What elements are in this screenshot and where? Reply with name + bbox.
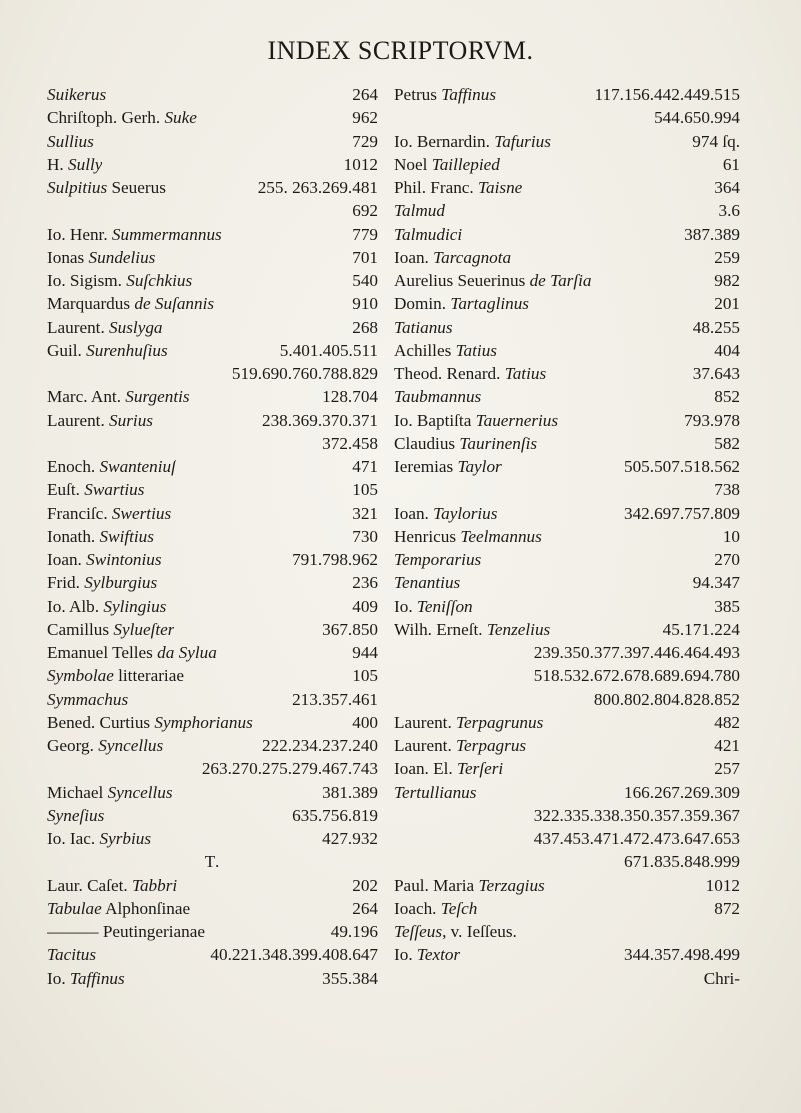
index-column-right — [394, 83, 740, 990]
page-references: 37.643 — [692, 364, 740, 383]
index-entry — [394, 571, 740, 594]
index-entry — [394, 455, 740, 478]
index-entry — [394, 153, 740, 176]
author-name: Phil. Franc. Taisne — [394, 178, 523, 197]
page-references: 910 — [352, 294, 378, 314]
author-name: Ioan. Taylorius — [394, 503, 498, 523]
author-name: Symbolae litterariae — [47, 666, 184, 686]
page-references: 540 — [352, 271, 378, 290]
page-references: 518.532.672.678.689.694.780 — [533, 666, 740, 686]
index-entry-continuation — [394, 850, 740, 873]
page-references: 61 — [722, 154, 740, 174]
index-entry — [394, 734, 740, 757]
index-entry — [47, 571, 378, 594]
index-entry — [47, 897, 378, 920]
index-entry — [394, 502, 740, 525]
index-entry — [47, 874, 378, 897]
page-references: 5.401.405.511 — [279, 340, 378, 360]
author-name: Symmachus — [47, 689, 129, 709]
index-entry-continuation — [394, 478, 740, 501]
index-entry-continuation — [47, 432, 378, 455]
index-entry-continuation — [394, 967, 740, 990]
index-entry — [394, 525, 740, 548]
page-references: 321 — [352, 503, 378, 523]
index-entry — [47, 920, 378, 943]
index-entry — [47, 455, 378, 478]
author-name: Frid. Sylburgius — [47, 573, 158, 593]
author-name: Io. Textor — [394, 945, 461, 965]
index-entry — [47, 83, 378, 106]
page-references: 322.335.338.350.357.359.367 — [533, 805, 740, 825]
author-name: Emanuel Telles da Sylua — [47, 643, 217, 662]
author-name: Io. Henr. Summermannus — [47, 224, 222, 244]
index-entry — [47, 641, 378, 664]
author-name: Marquardus de Suſannis — [47, 294, 215, 314]
index-entry — [47, 478, 378, 501]
author-name: Petrus Taffinus — [394, 85, 497, 104]
author-name: Syneſius — [47, 805, 105, 825]
index-entry — [394, 246, 740, 269]
page-references: 264 — [352, 898, 378, 918]
page-references: 263.270.275.279.467.743 — [201, 759, 378, 779]
author-name: Laur. Caſet. Tabbri — [47, 875, 178, 895]
page-references: 49.196 — [330, 922, 378, 941]
index-entry — [394, 83, 740, 106]
index-entry — [47, 734, 378, 757]
index-entry — [47, 502, 378, 525]
index-entry — [47, 409, 378, 432]
page-references: 222.234.237.240 — [261, 736, 378, 755]
index-entry — [47, 316, 378, 339]
index-entry — [47, 548, 378, 571]
author-name: Io. Baptiſta Tauernerius — [394, 410, 559, 430]
index-entry — [394, 409, 740, 432]
author-name: Chriſtoph. Gerh. Suke — [47, 108, 197, 128]
page-title: INDEX SCRIPTORVM. — [267, 36, 534, 65]
page-references: 10 — [722, 526, 740, 546]
index-entry — [47, 525, 378, 548]
page-references: 482 — [714, 712, 740, 732]
author-name: Taubmannus — [394, 387, 482, 407]
author-name: Io. Iac. Syrbius — [47, 829, 152, 848]
page-references: 779 — [352, 224, 378, 244]
page-references: 381.389 — [322, 782, 378, 802]
index-entry — [47, 781, 378, 804]
page-references: 264 — [352, 85, 378, 104]
index-entry-continuation — [394, 827, 740, 850]
author-name: Tabulae Alphonſinae — [47, 898, 191, 918]
author-name: Tatianus — [394, 317, 453, 337]
index-entry-continuation — [394, 688, 740, 711]
author-name: Wilh. Erneſt. Tenzelius — [394, 619, 551, 639]
author-name: Talmud — [394, 201, 445, 221]
page-references: 791.798.962 — [292, 550, 378, 569]
author-name: Ioan. Swintonius — [47, 550, 162, 569]
index-entry-continuation — [394, 106, 740, 129]
index-entry — [47, 804, 378, 827]
author-name: Ioach. Teſch — [394, 898, 478, 918]
page-references: 238.369.370.371 — [261, 410, 378, 430]
page-references: Chri- — [703, 968, 740, 988]
author-name: H. Sully — [47, 154, 103, 174]
page-references: 962 — [352, 108, 378, 128]
page-references: 400 — [352, 712, 378, 732]
author-name: Ionath. Swiftius — [47, 526, 154, 546]
author-name: Franciſc. Swertius — [47, 503, 172, 523]
page-references: 236 — [352, 573, 378, 593]
author-name: Theod. Renard. Tatius — [394, 364, 547, 383]
page-references: 355.384 — [322, 968, 378, 988]
page-references: 635.756.819 — [292, 805, 378, 825]
index-entry — [394, 920, 740, 943]
page-references: 944 — [352, 643, 378, 662]
author-name: Ioan. El. Terſeri — [394, 759, 504, 779]
page-references: 201 — [714, 294, 740, 314]
page-references: 505.507.518.562 — [623, 457, 740, 476]
page-references: 105 — [352, 666, 378, 686]
author-name: Euſt. Swartius — [47, 480, 145, 500]
page-references: 202 — [352, 875, 378, 895]
index-entry — [47, 711, 378, 734]
author-name: Sulpitius Seuerus — [47, 178, 166, 197]
index-entry — [394, 223, 740, 246]
index-entry — [394, 385, 740, 408]
index-entry-continuation — [47, 757, 378, 780]
page-references: 729 — [352, 131, 378, 151]
index-entry — [394, 781, 740, 804]
page-references: 852 — [714, 387, 740, 407]
page-references: 342.697.757.809 — [623, 503, 740, 523]
author-name: Henricus Teelmannus — [394, 526, 542, 546]
page-references: 239.350.377.397.446.464.493 — [533, 643, 740, 662]
index-entry — [394, 316, 740, 339]
author-name: Io. Sigism. Suſchkius — [47, 271, 193, 290]
page-references: 105 — [352, 480, 378, 500]
author-name: Sullius — [47, 131, 94, 151]
index-entry — [47, 106, 378, 129]
index-entry — [394, 548, 740, 571]
author-name: Teſſeus, v. Ieſſeus. — [394, 922, 517, 941]
author-name: Talmudici — [394, 224, 463, 244]
index-entry — [47, 595, 378, 618]
index-column-left — [47, 83, 378, 990]
index-entry — [47, 269, 378, 292]
page-references: 421 — [714, 736, 740, 755]
index-entry — [47, 943, 378, 966]
author-name: Io. Alb. Sylingius — [47, 596, 167, 616]
author-name: Laurent. Terpagrus — [394, 736, 527, 755]
page-references: 519.690.760.788.829 — [231, 364, 378, 383]
page-references: 257 — [714, 759, 740, 779]
page-references: 701 — [352, 247, 378, 267]
index-entry-continuation — [394, 664, 740, 687]
author-name: Ioan. Tarcagnota — [394, 247, 512, 267]
page-references: 872 — [714, 898, 740, 918]
page-references: 409 — [352, 596, 378, 616]
page-references: 793.978 — [684, 410, 740, 430]
index-entry — [394, 595, 740, 618]
author-name: Io. Taffinus — [47, 968, 125, 988]
index-entry — [47, 664, 378, 687]
index-entry — [394, 757, 740, 780]
page-references: 671.835.848.999 — [623, 852, 740, 872]
author-name: Noel Taillepied — [394, 154, 500, 174]
page-references: 3.6 — [718, 201, 740, 221]
author-name: Tenantius — [394, 573, 461, 593]
index-entry — [47, 292, 378, 315]
index-entry — [47, 246, 378, 269]
page-references: 166.267.269.309 — [623, 782, 740, 802]
page-references: 117.156.442.449.515 — [594, 85, 740, 104]
page-references: 582 — [714, 433, 740, 453]
author-name: Tacitus — [47, 945, 97, 965]
page-references: 437.453.471.472.473.647.653 — [533, 829, 740, 848]
author-name: Ionas Sundelius — [47, 247, 156, 267]
page-references: 213.357.461 — [292, 689, 378, 709]
page-references: 692 — [352, 201, 378, 221]
page-references: 544.650.994 — [654, 108, 740, 128]
index-entry — [394, 618, 740, 641]
page-references: 738 — [714, 480, 740, 500]
author-name: Ieremias Taylor — [394, 457, 502, 476]
page-references: 128.704 — [322, 387, 378, 407]
author-name: Tertullianus — [394, 782, 477, 802]
index-entry — [47, 130, 378, 153]
index-entry — [394, 176, 740, 199]
index-entry — [47, 153, 378, 176]
index-entry — [394, 432, 740, 455]
page-references: 94.347 — [692, 573, 740, 593]
page-references: 40.221.348.399.408.647 — [210, 945, 378, 965]
page-references: 982 — [714, 271, 740, 290]
index-entry — [47, 223, 378, 246]
index-entry — [394, 130, 740, 153]
page-references: 372.458 — [322, 433, 378, 453]
index-entry — [394, 339, 740, 362]
page-references: 387.389 — [684, 224, 740, 244]
page-references: 268 — [352, 317, 378, 337]
author-name: Claudius Taurinenſis — [394, 433, 538, 453]
index-entry — [47, 176, 378, 199]
index-entry — [394, 292, 740, 315]
page-references: 800.802.804.828.852 — [593, 689, 740, 709]
index-entry — [47, 385, 378, 408]
author-name: Bened. Curtius Symphorianus — [47, 712, 253, 732]
index-entry — [47, 827, 378, 850]
author-name: Enoch. Swanteniuſ — [47, 457, 176, 476]
index-entry-continuation — [394, 641, 740, 664]
index-entry-continuation — [47, 362, 378, 385]
author-name: Laurent. Surius — [47, 410, 153, 430]
page-references: 48.255 — [692, 317, 740, 337]
index-entry — [47, 967, 378, 990]
page-references: 385 — [714, 596, 740, 616]
author-name: Suikerus — [47, 85, 107, 104]
author-name: Temporarius — [394, 550, 482, 569]
page-references: 255. 263.269.481 — [257, 178, 378, 197]
author-name: Aurelius Seuerinus de Tarſia — [394, 271, 592, 290]
author-name: Georg. Syncellus — [47, 736, 164, 755]
index-entry — [47, 688, 378, 711]
page-references: 427.932 — [322, 829, 378, 848]
page-references: 974 ſq. — [692, 131, 740, 151]
page-references: 367.850 — [322, 619, 378, 639]
index-entry-continuation — [47, 199, 378, 222]
index-entry — [394, 711, 740, 734]
index-entry — [394, 269, 740, 292]
index-entry — [394, 897, 740, 920]
author-name: Laurent. Terpagrunus — [394, 712, 544, 732]
page-references: 404 — [714, 340, 740, 360]
author-name: Camillus Sylueſter — [47, 619, 175, 639]
author-name: Domin. Tartaglinus — [394, 294, 529, 314]
page-references: 471 — [352, 457, 378, 476]
page-references: 1012 — [705, 875, 740, 895]
author-name: Io. Bernardin. Tafurius — [394, 131, 551, 151]
index-entry — [394, 943, 740, 966]
author-name: Marc. Ant. Surgentis — [47, 387, 190, 407]
page-references: 45.171.224 — [662, 619, 740, 639]
author-name: Michael Syncellus — [47, 782, 173, 802]
index-entry — [47, 339, 378, 362]
index-entry — [47, 618, 378, 641]
author-name: Paul. Maria Terzagius — [394, 875, 545, 895]
author-name: Achilles Tatius — [394, 340, 497, 360]
index-entry-continuation — [394, 804, 740, 827]
page-references: 344.357.498.499 — [623, 945, 740, 965]
index-entry — [394, 362, 740, 385]
section-letter — [47, 850, 378, 873]
author-name: Laurent. Suslyga — [47, 317, 163, 337]
author-name: Io. Teniſſon — [394, 596, 473, 616]
page-references: 259 — [714, 247, 740, 267]
author-name: Guil. Surenhuſius — [47, 340, 168, 360]
page-references: 1012 — [343, 154, 378, 174]
author-name: T. — [204, 852, 221, 872]
index-entry — [394, 199, 740, 222]
page-references: 364 — [714, 178, 740, 197]
page-references: 270 — [714, 550, 740, 569]
index-entry — [394, 874, 740, 897]
page-references: 730 — [352, 526, 378, 546]
author-name: ——— Peutingerianae — [47, 922, 205, 941]
